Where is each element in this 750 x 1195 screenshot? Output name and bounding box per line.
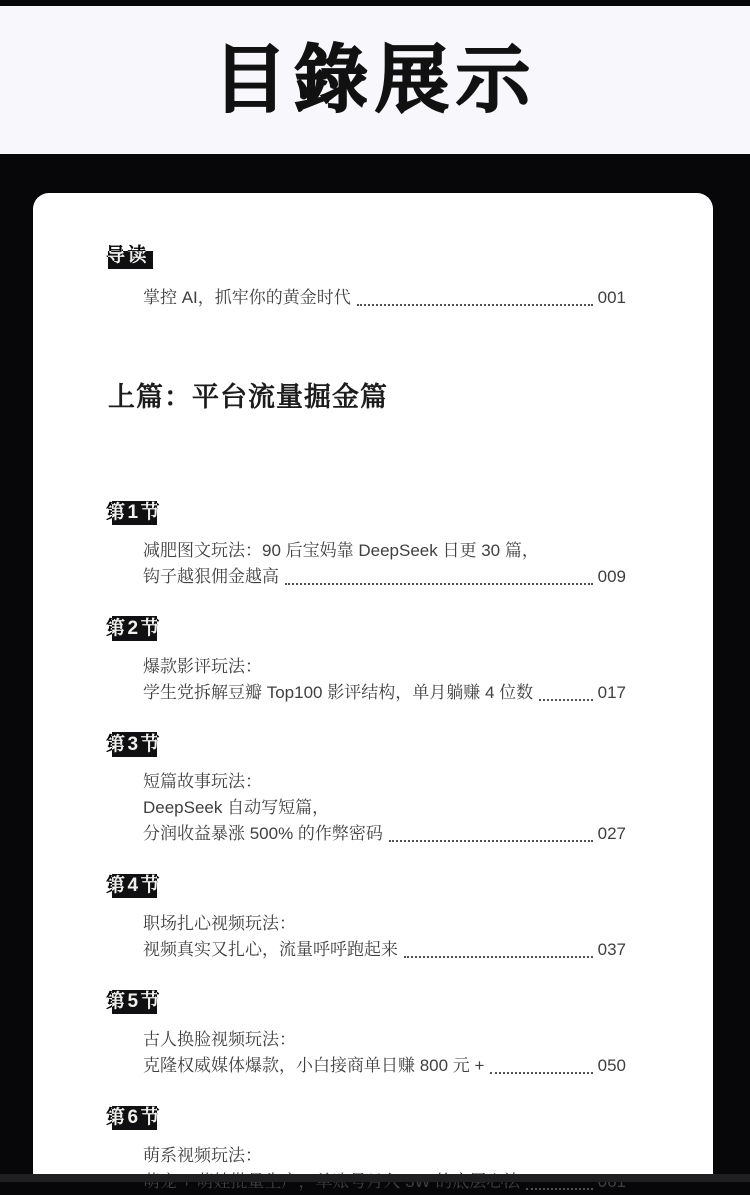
toc-entry-line: [143, 654, 626, 680]
section-lines: [143, 1027, 626, 1079]
toc-entry-line: [143, 680, 626, 706]
toc-section: [33, 616, 713, 706]
toc-entry-text: 短篇故事玩法：: [143, 772, 262, 792]
section-badge-label: 第4节: [106, 875, 163, 897]
dotted-leader: [490, 1072, 592, 1074]
toc-section: [33, 500, 713, 590]
section-badge-label: 第6节: [106, 1107, 163, 1129]
page-number: 027: [597, 824, 626, 844]
section-badge: [101, 989, 167, 1015]
section-lines: [143, 654, 626, 706]
dotted-leader: [357, 304, 593, 306]
toc-entry-line: [143, 911, 626, 937]
bottom-strip: [0, 1174, 750, 1182]
toc-entry-text: DeepSeek 自动写短篇，: [143, 798, 330, 818]
toc-entry-line: [143, 937, 626, 963]
section-badge: [101, 873, 167, 899]
section-lines: [143, 769, 626, 847]
section-lines: [143, 538, 626, 590]
toc-entry-line: [143, 538, 626, 564]
toc-entry-text: 爆款影评玩法：: [143, 656, 262, 676]
page-number: 037: [597, 940, 626, 960]
section-badge: [101, 616, 167, 642]
toc-entry-line: [143, 564, 626, 590]
toc-entry-line: [143, 1053, 626, 1079]
section-badge-label: 第3节: [106, 733, 163, 755]
toc-entry-line: [143, 1027, 626, 1053]
toc-entry-text: 职场扎心视频玩法：: [143, 914, 296, 934]
toc-entry-text: 克隆权威媒体爆款，小白接商单日赚 800 元 +: [143, 1056, 485, 1076]
toc-entry-text: 减肥图文玩法：90 后宝妈靠 DeepSeek 日更 30 篇，: [143, 540, 539, 560]
toc-entry-line: [143, 1143, 626, 1169]
section-badge: [101, 1105, 167, 1131]
intro-badge: [101, 243, 154, 269]
dotted-leader: [404, 956, 593, 958]
toc-entry-line: [143, 285, 626, 311]
section-badge-label: 第5节: [106, 991, 163, 1013]
toc-card: [33, 193, 713, 1176]
page-number: 001: [597, 287, 626, 307]
toc-entry-text: 萌系视频玩法：: [143, 1145, 262, 1165]
section-badge-label: 第1节: [106, 501, 163, 523]
dotted-leader: [526, 1188, 592, 1190]
dotted-leader: [539, 699, 593, 701]
page-number: 009: [597, 566, 626, 586]
section-badge-label: 第2节: [106, 617, 163, 639]
toc-section: [33, 989, 713, 1079]
section-badge: [101, 500, 167, 526]
page-number: 017: [597, 682, 626, 702]
toc-section: [33, 732, 713, 848]
header-band: [0, 6, 750, 154]
toc-section: [33, 873, 713, 963]
toc-entry-text: 掌控 AI，抓牢你的黄金时代: [143, 287, 351, 307]
dotted-leader: [285, 583, 593, 585]
toc-entry-line: [143, 795, 626, 821]
toc-entry-text: 古人换脸视频玩法：: [143, 1030, 296, 1050]
section-lines: [143, 1143, 626, 1195]
toc-entry-text: 钩子越狠佣金越高: [143, 566, 279, 586]
page-title: 目錄展示: [213, 38, 537, 121]
toc-entry-text: 视频真实又扎心，流量呼呼跑起来: [143, 940, 398, 960]
section-badge: [101, 732, 167, 758]
toc-entry-line: [143, 821, 626, 847]
part-heading: 上篇：平台流量掘金篇: [108, 381, 388, 412]
toc-entry-line: [143, 769, 626, 795]
intro-entry-block: [143, 285, 626, 311]
page-number: 050: [597, 1056, 626, 1076]
intro-badge-label: 导读: [106, 245, 150, 266]
toc-sections: [33, 500, 713, 1195]
toc-entry-text: 分润收益暴涨 500% 的作弊密码: [143, 824, 383, 844]
section-lines: [143, 911, 626, 963]
dotted-leader: [389, 840, 593, 842]
toc-entry-text: 学生党拆解豆瓣 Top100 影评结构，单月躺赚 4 位数: [143, 682, 534, 702]
